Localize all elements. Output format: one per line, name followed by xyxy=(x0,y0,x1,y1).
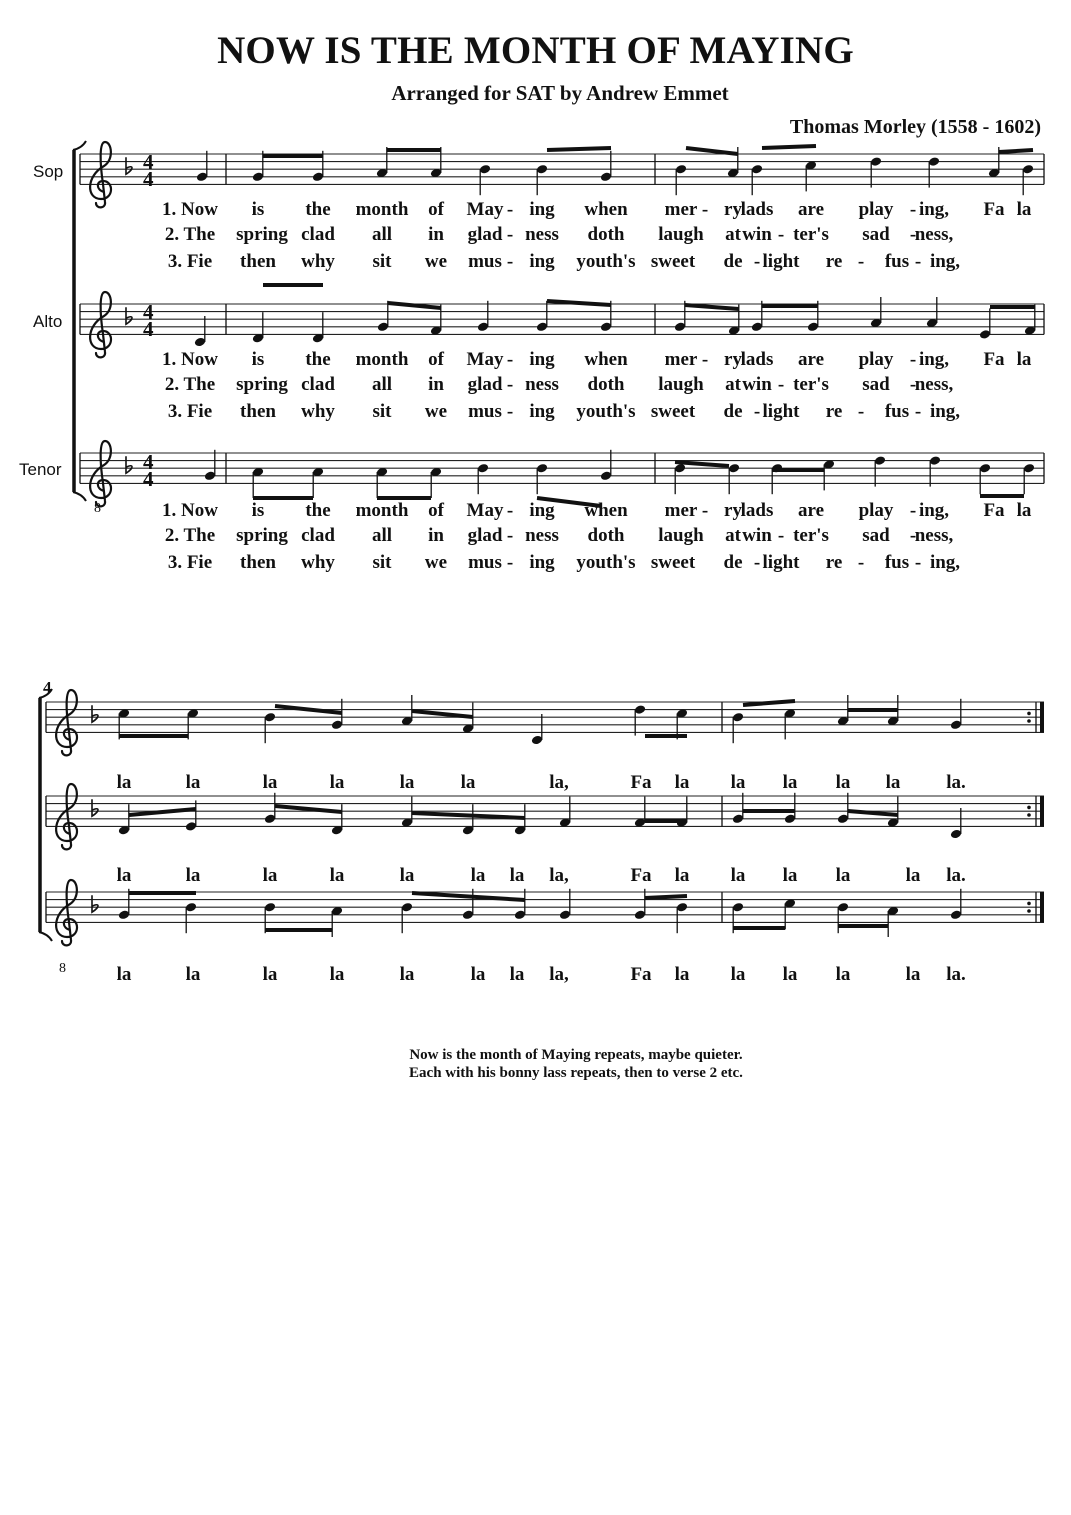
lyric-syllable: ing xyxy=(529,552,555,573)
lyric-syllable: May xyxy=(466,349,504,370)
lyric-syllable: spring xyxy=(236,525,288,546)
lyric-syllable: - xyxy=(506,500,514,521)
lyric-syllable: ing xyxy=(529,401,555,422)
lyric-syllable: play xyxy=(858,349,894,370)
beam xyxy=(547,148,611,150)
lyric-syllable: - xyxy=(701,199,709,220)
lyric-syllable: of xyxy=(428,199,444,220)
lyric-syllable: are xyxy=(797,349,825,370)
lyric-syllable: de xyxy=(723,401,743,422)
composer-credit: Thomas Morley (1558 - 1602) xyxy=(789,116,1041,138)
beam xyxy=(412,893,525,900)
lyric-syllable: - xyxy=(701,500,709,521)
lyric-syllable: of xyxy=(428,500,444,521)
lyric-syllable: la xyxy=(262,865,278,886)
lyric-syllable: ing xyxy=(529,500,555,521)
lyric-syllable: we xyxy=(424,552,448,573)
lyric-syllable: la xyxy=(1016,500,1032,521)
lyric-syllable: ness, xyxy=(914,374,954,395)
lyric-syllable: why xyxy=(301,251,335,272)
flat-key-signature-icon xyxy=(126,456,132,473)
lyric-syllable: sit xyxy=(372,552,392,573)
time-signature-alto-top: 4 xyxy=(143,300,154,324)
part-label-alto: Alto xyxy=(33,312,63,331)
lyric-syllable: in xyxy=(428,224,444,245)
lyric-syllable: la xyxy=(262,964,278,985)
lyric-syllable: la xyxy=(329,964,345,985)
lyric-syllable: la xyxy=(185,865,201,886)
lyric-syllable: month xyxy=(355,500,409,521)
lyric-syllable: la xyxy=(782,772,798,793)
lyric-syllable: la xyxy=(509,964,525,985)
beam xyxy=(686,148,738,154)
lyric-syllable: ing, xyxy=(929,251,961,272)
lyric-syllable: ness xyxy=(525,224,559,245)
lyric-syllable: la xyxy=(835,772,851,793)
lyric-syllable: at xyxy=(725,224,741,245)
lyric-syllable: ing, xyxy=(918,349,950,370)
lyric-syllable: la xyxy=(905,865,921,886)
lyric-syllable: la xyxy=(730,964,746,985)
page-title: NOW IS THE MONTH OF MAYING xyxy=(217,29,854,72)
lyric-syllable: when xyxy=(584,349,628,370)
lyric-syllable: sad xyxy=(862,224,890,245)
part-label-tenor: Tenor xyxy=(19,460,62,479)
lyric-syllable: - xyxy=(857,552,865,573)
lyric-syllable: ness, xyxy=(914,525,954,546)
lyric-syllable: is xyxy=(251,349,265,370)
lyric-syllable: - xyxy=(753,401,761,422)
beam xyxy=(412,813,525,818)
lyric-syllable: ness, xyxy=(914,224,954,245)
lyric-syllable: mus xyxy=(468,251,502,272)
lyric-syllable: ry xyxy=(724,199,742,220)
lyric-syllable: spring xyxy=(236,224,288,245)
lyric-syllable: - xyxy=(753,251,761,272)
lyric-syllable: - xyxy=(753,552,761,573)
lyric-syllable: ing xyxy=(529,251,555,272)
treble-clef-icon xyxy=(90,441,111,506)
lyric-syllable: - xyxy=(701,349,709,370)
lyric-syllable: la xyxy=(835,964,851,985)
lyric-syllable: ter's xyxy=(793,374,829,395)
lyric-syllable: the xyxy=(305,500,331,521)
lyric-syllable: sweet xyxy=(650,552,696,573)
repeat-dot xyxy=(1027,813,1031,817)
lyric-syllable: - xyxy=(506,374,514,395)
time-signature-sop-bottom: 4 xyxy=(143,167,154,191)
beam xyxy=(645,896,687,898)
lyric-syllable: la xyxy=(116,964,132,985)
lyric-syllable: ter's xyxy=(793,224,829,245)
lyric-syllable: sad xyxy=(862,374,890,395)
beam xyxy=(129,809,196,815)
time-signature-sop-top: 4 xyxy=(143,150,154,174)
lyric-syllable: play xyxy=(858,500,894,521)
lyric-syllable: spring xyxy=(236,374,288,395)
lyric-syllable: light xyxy=(762,251,800,272)
octave-marker-sys1: 8 xyxy=(94,501,101,516)
lyric-syllable: - xyxy=(909,500,917,521)
lyric-syllable: clad xyxy=(301,224,335,245)
lyric-syllable: 3. Fie xyxy=(167,401,213,422)
lyric-syllable: la xyxy=(674,772,690,793)
lyric-syllable: 2. The xyxy=(164,525,216,546)
lyric-syllable: Fa xyxy=(630,772,652,793)
lyric-syllable: - xyxy=(506,525,514,546)
arranger-subtitle: Arranged for SAT by Andrew Emmet xyxy=(391,81,729,105)
lyric-syllable: all xyxy=(371,224,393,245)
lyric-syllable: la xyxy=(885,772,901,793)
lyric-syllable: sad xyxy=(862,525,890,546)
lyric-syllable: la xyxy=(782,865,798,886)
lyric-syllable: in xyxy=(428,525,444,546)
lyric-syllable: de xyxy=(723,251,743,272)
lyric-syllable: of xyxy=(428,349,444,370)
lyric-syllable: la xyxy=(262,772,278,793)
lyric-syllable: glad xyxy=(467,224,503,245)
repeat-dot xyxy=(1027,712,1031,716)
lyric-syllable: all xyxy=(371,374,393,395)
lyric-syllable: - xyxy=(506,251,514,272)
lyric-syllable: la xyxy=(329,865,345,886)
lyric-syllable: la. xyxy=(946,964,966,985)
lyric-syllable: mus xyxy=(468,552,502,573)
lyric-syllable: play xyxy=(858,199,894,220)
lyric-syllable: then xyxy=(240,401,276,422)
lyric-syllable: sweet xyxy=(650,401,696,422)
lyric-syllable: mer xyxy=(664,199,698,220)
lyric-syllable: ter's xyxy=(793,525,829,546)
lyric-syllable: 1. Now xyxy=(162,500,218,521)
lyric-syllable: 1. Now xyxy=(162,199,218,220)
footnote-line-1: Now is the month of Maying repeats, maybe quieter. xyxy=(409,1047,743,1063)
lyric-syllable: is xyxy=(251,199,265,220)
lyric-syllable: fus xyxy=(884,552,910,573)
lyrics xyxy=(117,199,1032,985)
lyric-syllable: la xyxy=(730,772,746,793)
lyric-syllable: la xyxy=(905,964,921,985)
lyric-syllable: la xyxy=(509,865,525,886)
lyric-syllable: month xyxy=(355,199,409,220)
lyric-syllable: la xyxy=(329,772,345,793)
lyric-syllable: lads xyxy=(740,349,774,370)
lyric-syllable: la xyxy=(1016,199,1032,220)
lyric-syllable: sit xyxy=(372,401,392,422)
lyric-syllable: la xyxy=(185,772,201,793)
lyric-syllable: win xyxy=(742,224,772,245)
lyric-syllable: ing, xyxy=(929,552,961,573)
flat-key-signature-icon xyxy=(126,157,132,174)
lyric-syllable: re xyxy=(825,401,843,422)
repeat-dot xyxy=(1027,806,1031,810)
lyric-syllable: sit xyxy=(372,251,392,272)
lyric-syllable: Fa xyxy=(983,349,1005,370)
lyric-syllable: why xyxy=(301,401,335,422)
lyric-syllable: laugh xyxy=(658,525,704,546)
bracket-hook xyxy=(73,492,86,501)
lyric-syllable: 2. The xyxy=(164,224,216,245)
lyric-syllable: the xyxy=(305,349,331,370)
flat-key-signature-icon xyxy=(126,307,132,324)
lyric-syllable: light xyxy=(762,552,800,573)
lyric-syllable: when xyxy=(584,199,628,220)
lyric-syllable: - xyxy=(777,374,785,395)
treble-clef-icon xyxy=(56,880,77,945)
lyric-syllable: de xyxy=(723,552,743,573)
treble-clef-icon xyxy=(90,142,111,207)
treble-clef-icon xyxy=(56,784,77,849)
lyric-syllable: la xyxy=(674,865,690,886)
lyric-syllable: la xyxy=(116,865,132,886)
lyric-syllable: doth xyxy=(587,374,625,395)
clefs xyxy=(56,142,132,945)
lyric-syllable: youth's xyxy=(576,552,636,573)
lyric-syllable: ry xyxy=(724,500,742,521)
lyric-syllable: glad xyxy=(467,374,503,395)
bracket-hook xyxy=(73,141,86,150)
treble-clef-icon xyxy=(56,690,77,755)
lyric-syllable: Fa xyxy=(630,865,652,886)
lyric-syllable: - xyxy=(506,349,514,370)
lyric-syllable: la xyxy=(460,772,476,793)
lyric-syllable: la. xyxy=(946,772,966,793)
octave-marker-sys2: 8 xyxy=(59,961,66,976)
flat-key-signature-icon xyxy=(92,895,98,912)
treble-clef-icon xyxy=(90,292,111,357)
lyric-syllable: la xyxy=(470,964,486,985)
lyric-syllable: then xyxy=(240,552,276,573)
lyric-syllable: la xyxy=(835,865,851,886)
lyric-syllable: la xyxy=(730,865,746,886)
bracket-hook xyxy=(39,932,52,941)
lyric-syllable: when xyxy=(584,500,628,521)
lyric-syllable: 1. Now xyxy=(162,349,218,370)
lyric-syllable: - xyxy=(914,552,922,573)
lyric-syllable: re xyxy=(825,552,843,573)
lyric-syllable: - xyxy=(777,525,785,546)
lyric-syllable: we xyxy=(424,401,448,422)
lyric-syllable: mer xyxy=(664,500,698,521)
lyric-syllable: la, xyxy=(549,772,569,793)
lyric-syllable: Fa xyxy=(983,199,1005,220)
lyric-syllable: - xyxy=(506,199,514,220)
lyric-syllable: - xyxy=(914,251,922,272)
lyric-syllable: la xyxy=(399,964,415,985)
beam xyxy=(999,150,1033,152)
lyric-syllable: la xyxy=(116,772,132,793)
beam xyxy=(412,711,473,717)
lyric-syllable: lads xyxy=(740,199,774,220)
lyric-syllable: laugh xyxy=(658,374,704,395)
flat-key-signature-icon xyxy=(92,799,98,816)
lyric-syllable: doth xyxy=(587,525,625,546)
lyric-syllable: 3. Fie xyxy=(167,251,213,272)
lyric-syllable: at xyxy=(725,525,741,546)
lyric-syllable: ry xyxy=(724,349,742,370)
lyric-syllable: doth xyxy=(587,224,625,245)
lyric-syllable: Fa xyxy=(983,500,1005,521)
lyric-syllable: lads xyxy=(740,500,774,521)
lyric-syllable: 2. The xyxy=(164,374,216,395)
lyric-syllable: light xyxy=(762,401,800,422)
lyric-syllable: la xyxy=(1016,349,1032,370)
lyric-syllable: the xyxy=(305,199,331,220)
lyric-syllable: glad xyxy=(467,525,503,546)
repeat-dot xyxy=(1027,719,1031,723)
time-signature-tenor-bottom: 4 xyxy=(143,467,154,491)
lyric-syllable: la xyxy=(399,772,415,793)
lyric-syllable: ing xyxy=(529,199,555,220)
lyric-syllable: fus xyxy=(884,401,910,422)
lyric-syllable: ness xyxy=(525,374,559,395)
lyric-syllable: May xyxy=(466,500,504,521)
lyric-syllable: - xyxy=(506,552,514,573)
lyric-syllable: la xyxy=(470,865,486,886)
lyric-syllable: la xyxy=(782,964,798,985)
footnote-line-2: Each with his bonny lass repeats, then to verse 2 etc. xyxy=(409,1065,743,1081)
lyric-syllable: win xyxy=(742,374,772,395)
lyric-syllable: we xyxy=(424,251,448,272)
beam xyxy=(762,146,816,148)
lyric-syllable: - xyxy=(857,251,865,272)
lyric-syllable: la, xyxy=(549,865,569,886)
lyric-syllable: ing, xyxy=(918,199,950,220)
lyric-syllable: fus xyxy=(884,251,910,272)
lyric-syllable: clad xyxy=(301,525,335,546)
lyric-syllable: - xyxy=(909,374,917,395)
measure-number: 4 xyxy=(43,678,52,697)
lyric-syllable: - xyxy=(506,224,514,245)
lyric-syllable: ing xyxy=(529,349,555,370)
lyric-syllable: ness xyxy=(525,525,559,546)
lyric-syllable: - xyxy=(909,224,917,245)
flat-key-signature-icon xyxy=(92,705,98,722)
lyric-syllable: - xyxy=(506,401,514,422)
lyric-syllable: ing, xyxy=(929,401,961,422)
lyric-syllable: la, xyxy=(549,964,569,985)
lyric-syllable: la xyxy=(185,964,201,985)
lyric-syllable: ing, xyxy=(918,500,950,521)
part-label-soprano: Sop xyxy=(33,162,64,181)
lyric-syllable: 3. Fie xyxy=(167,552,213,573)
lyric-syllable: in xyxy=(428,374,444,395)
lyric-syllable: - xyxy=(909,525,917,546)
repeat-dot xyxy=(1027,902,1031,906)
lyric-syllable: why xyxy=(301,552,335,573)
lyric-syllable: all xyxy=(371,525,393,546)
lyric-syllable: is xyxy=(251,500,265,521)
time-signature-alto-bottom: 4 xyxy=(143,317,154,341)
lyric-syllable: clad xyxy=(301,374,335,395)
beam xyxy=(685,305,739,309)
lyric-syllable: la xyxy=(674,964,690,985)
lyric-syllable: - xyxy=(777,224,785,245)
lyric-syllable: mus xyxy=(468,401,502,422)
lyric-syllable: then xyxy=(240,251,276,272)
lyric-syllable: la xyxy=(399,865,415,886)
lyric-syllable: at xyxy=(725,374,741,395)
repeat-dot xyxy=(1027,909,1031,913)
lyric-syllable: - xyxy=(909,349,917,370)
lyric-syllable: laugh xyxy=(658,224,704,245)
lyric-syllable: mer xyxy=(664,349,698,370)
lyric-syllable: are xyxy=(797,199,825,220)
lyric-syllable: youth's xyxy=(576,251,636,272)
lyric-syllable: May xyxy=(466,199,504,220)
lyric-syllable: - xyxy=(909,199,917,220)
lyric-syllable: youth's xyxy=(576,401,636,422)
lyric-syllable: - xyxy=(914,401,922,422)
time-signature-tenor-top: 4 xyxy=(143,450,154,474)
lyric-syllable: re xyxy=(825,251,843,272)
score-texts xyxy=(43,150,154,976)
lyric-syllable: la. xyxy=(946,865,966,886)
lyric-syllable: win xyxy=(742,525,772,546)
lyric-syllable: month xyxy=(355,349,409,370)
lyric-syllable: Fa xyxy=(630,964,652,985)
lyric-syllable: are xyxy=(797,500,825,521)
lyric-syllable: sweet xyxy=(650,251,696,272)
lyric-syllable: - xyxy=(857,401,865,422)
